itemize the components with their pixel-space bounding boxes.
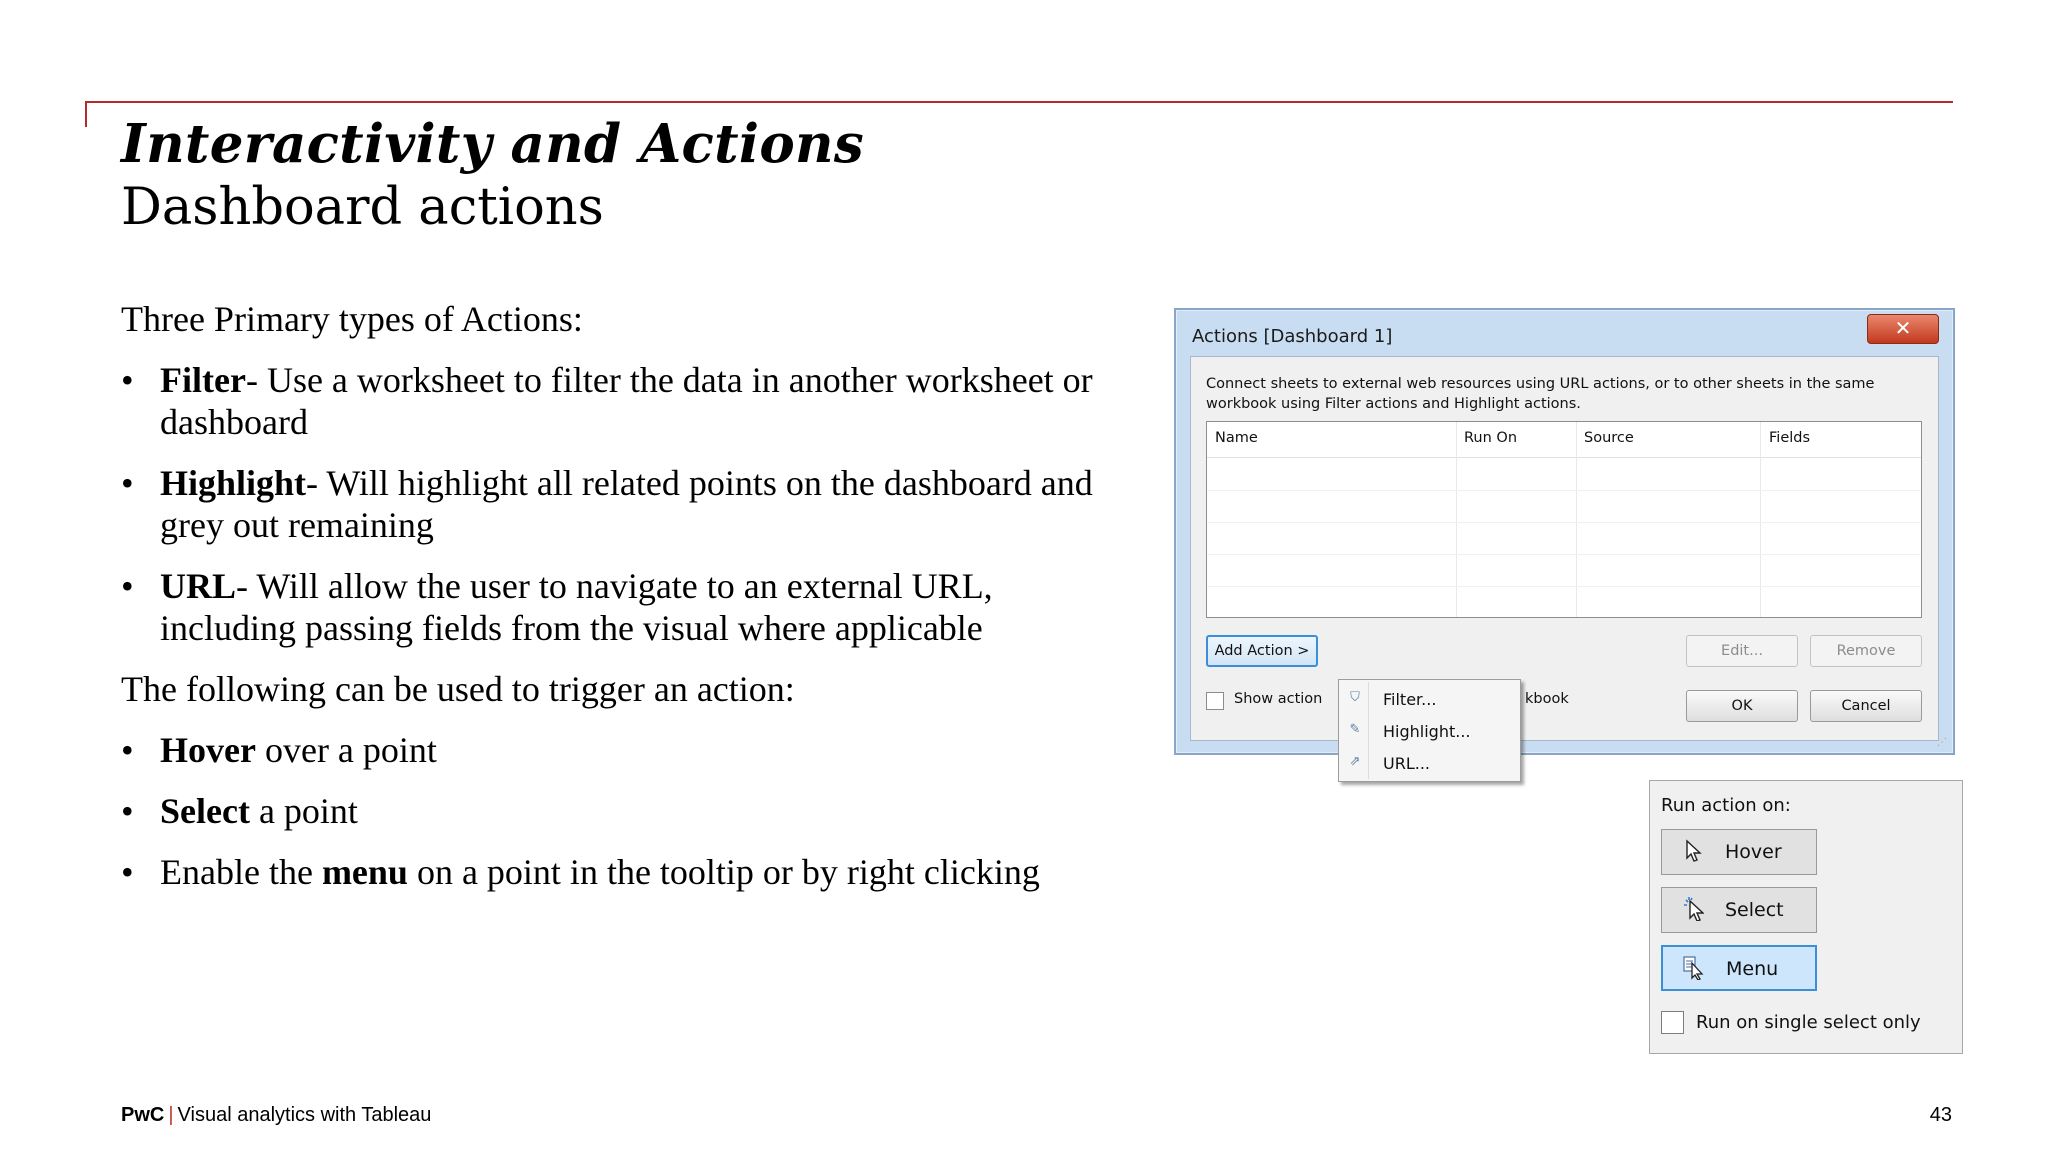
column-header-source[interactable]: Source (1584, 430, 1634, 446)
bullet-hover-text: over a point (255, 730, 437, 770)
row-divider (1207, 586, 1921, 587)
row-divider (1207, 490, 1921, 491)
run-action-panel (1649, 780, 1963, 1054)
bullet-dot: • (121, 730, 134, 770)
menu-pointer-icon (1683, 956, 1705, 980)
ok-button[interactable]: OK (1686, 690, 1798, 722)
bullet-highlight-text: - Will highlight all related points on the dashboard and grey out remaining (160, 463, 1093, 545)
run-on-hover-button[interactable] (1661, 829, 1817, 875)
column-divider (1576, 422, 1577, 617)
bullet-dot: • (121, 791, 134, 831)
row-divider (1207, 522, 1921, 523)
bullet-url (121, 565, 1131, 649)
menu-item-filter-label: Filter... (1383, 690, 1437, 709)
bullet-dot: • (121, 566, 134, 606)
dialog-content (1190, 356, 1939, 773)
dialog-description: Connect sheets to external web resources using URL actions, or to other sheets in the same workbook using Filter actions and Highlight actions. (1206, 376, 1875, 412)
bullet-menu-term: menu (321, 852, 408, 892)
column-header-fields[interactable]: Fields (1769, 430, 1811, 446)
column-header-name[interactable]: Name (1215, 430, 1258, 446)
remove-button[interactable]: Remove (1810, 635, 1922, 667)
actions-table-header (1207, 422, 1921, 458)
intro-triggers: The following can be used to trigger an action: (121, 669, 795, 709)
footer-separator: | (168, 1104, 174, 1126)
show-action-checkbox[interactable] (1206, 692, 1224, 710)
run-action-title: Run action on: (1661, 795, 1791, 816)
column-divider (1456, 422, 1457, 617)
add-action-button[interactable]: Add Action > (1206, 635, 1318, 667)
row-divider (1207, 554, 1921, 555)
bullet-filter (121, 359, 1131, 443)
bullet-dot: • (121, 852, 134, 892)
bullet-hover-term: Hover (160, 730, 256, 770)
resize-grip-icon[interactable]: ⋰ (1937, 737, 1947, 748)
page-number: 43 (1929, 1104, 1952, 1126)
click-pointer-icon (1682, 897, 1704, 921)
dialog-close-button[interactable]: ✕ (1867, 314, 1939, 344)
dialog-title: Actions [Dashboard 1] (1192, 326, 1393, 347)
header-rule (85, 101, 1953, 103)
column-divider (1760, 422, 1761, 617)
bullet-menu-post: on a point in the tooltip or by right clicking (407, 852, 1040, 892)
footer-text: Visual analytics with Tableau (177, 1104, 432, 1126)
bullet-url-text: - Will allow the user to navigate to an external URL, including passing fields from the visual where applicable (160, 566, 993, 648)
bullet-filter-term: Filter (160, 360, 246, 400)
bullet-hover (121, 729, 1131, 771)
intro-primary-types: Three Primary types of Actions: (121, 299, 583, 339)
bullet-dot: • (121, 463, 134, 503)
cancel-button[interactable]: Cancel (1810, 690, 1922, 722)
slide-footer (121, 1104, 431, 1127)
menu-item-highlight-label: Highlight... (1383, 722, 1471, 741)
actions-table (1206, 421, 1922, 618)
slide-subtitle: Dashboard actions (121, 178, 604, 237)
bullet-filter-text: - Use a worksheet to filter the data in another worksheet or dashboard (160, 360, 1093, 442)
run-on-select-label: Select (1725, 899, 1784, 921)
bullet-url-term: URL (160, 566, 237, 606)
menu-item-filter[interactable] (1339, 684, 1520, 716)
run-on-menu-label: Menu (1726, 958, 1779, 980)
menu-item-url-label: URL... (1383, 754, 1430, 773)
bullet-select (121, 790, 1131, 832)
actions-dialog (1174, 308, 1955, 773)
show-action-label: Show action (1234, 691, 1323, 707)
menu-item-url[interactable] (1339, 748, 1520, 780)
bullet-select-text: a point (249, 791, 358, 831)
footer-brand: PwC (121, 1104, 165, 1126)
run-on-select-button[interactable] (1661, 887, 1817, 933)
pointer-icon (1682, 839, 1704, 863)
single-select-checkbox[interactable] (1661, 1011, 1684, 1034)
show-action-label-tail: kbook (1525, 691, 1569, 707)
bullet-menu (121, 851, 1131, 893)
bullet-dot: • (121, 360, 134, 400)
slide-body (121, 298, 1131, 912)
bullet-highlight (121, 462, 1131, 546)
run-on-hover-label: Hover (1725, 841, 1782, 863)
single-select-label: Run on single select only (1696, 1012, 1921, 1033)
bullet-menu-pre: Enable the (160, 852, 322, 892)
filter-icon: ⛉ (1350, 690, 1360, 705)
column-header-run-on[interactable]: Run On (1464, 430, 1518, 446)
bullet-highlight-term: Highlight (160, 463, 307, 503)
bullet-select-term: Select (160, 791, 250, 831)
link-icon: ⇗ (1349, 754, 1361, 769)
header-rule-tick (85, 101, 87, 127)
slide-title: Interactivity and Actions (121, 113, 864, 175)
highlighter-icon: ✎ (1349, 722, 1361, 737)
run-on-menu-button[interactable] (1661, 945, 1817, 991)
edit-button[interactable]: Edit... (1686, 635, 1798, 667)
add-action-menu (1338, 679, 1521, 782)
menu-item-highlight[interactable] (1339, 716, 1520, 748)
